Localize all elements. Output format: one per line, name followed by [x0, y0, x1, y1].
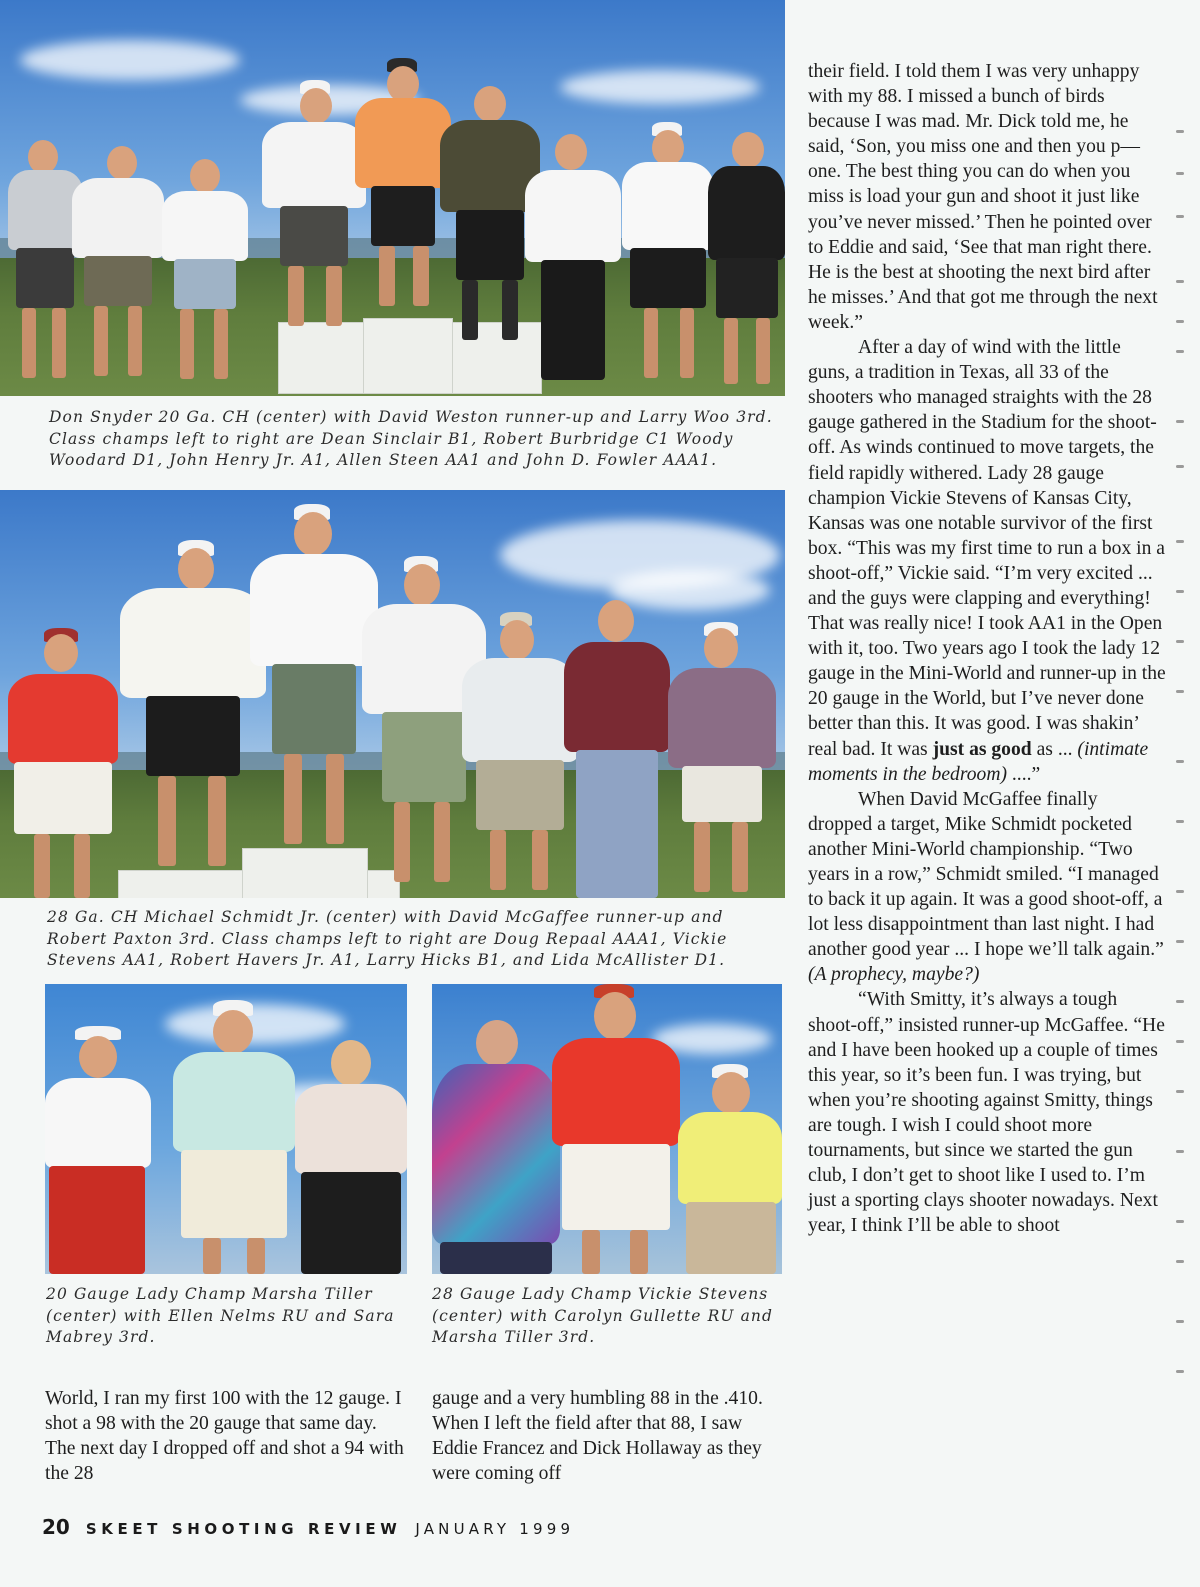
- page-edge-marks: [1172, 120, 1192, 1500]
- photo2-caption: 28 Ga. CH Michael Schmidt Jr. (center) with David McGaffee runner-up and Robert Paxton 3rd. Class champs left to right are Doug Repaal AAA1, Vickie Stevens AA1, Robert Havers Jr. A1, Larry Hicks B1, and Lida McAllister D1.: [47, 908, 728, 969]
- photo-20-gauge-winners: [0, 0, 785, 396]
- page-footer: [42, 1515, 574, 1539]
- magazine-title: SKEET SHOOTING REVIEW: [85, 1520, 402, 1538]
- paragraph-3: When David McGaffee finally dropped a target, Mike Schmidt pocketed another Mini-World championship. “Two years in a row,” Schmidt smiled. “I managed to back it up again. It was a good shoot-off, a lot less disappointment than last night. I had another good year ... I hope we’ll talk again.” (A prophecy, maybe?): [808, 788, 1164, 986]
- paragraph-1: their field. I told them I was very unhappy with my 88. I missed a bunch of birds because I was mad. Mr. Dick told me, he said, ‘Son, you miss one and then you p— one. The best thing you can do when you miss is load your gun and shoot it just like you’ve never missed.’ Then he pointed over to Eddie and said, ‘See that man right there. He is the best at shooting the next bird after he misses.’ And that got me through the next week.”: [808, 61, 1158, 333]
- right-column-text: [808, 59, 1166, 1238]
- photo1-caption: Don Snyder 20 Ga. CH (center) with David Weston runner-up and Larry Woo 3rd. Class champs left to right are Dean Sinclair B1, Robert Burbridge C1 Woody Woodard D1, John Henry Jr. A1, Allen Steen AA1 and John D. Fowler AAA1.: [49, 408, 773, 469]
- bottom-middle-column-text: gauge and a very humbling 88 in the .410. When I left the field after that 88, I saw Eddie Francez and Dick Hollaway as they were coming off: [432, 1388, 763, 1485]
- aside-text: (A prophecy, maybe?): [808, 964, 980, 986]
- issue-date: JANUARY 1999: [415, 1520, 575, 1538]
- page-number: 20: [42, 1515, 70, 1539]
- paragraph-2: After a day of wind with the little guns, a tradition in Texas, all 33 of the shooters who managed straights with the 28 gauge gathered in the Stadium for the shoot-off. As winds continued to move targets, the field rapidly withered. Lady 28 gauge champion Vickie Stevens of Kansas City, Kansas was one notable survivor of the first box. “This was my first time to run a box in a shoot-off,” Vickie said. “I’m very excited ... and the guys were clapping and everything! That was really nice! I took AA1 in the Open with it, too. Two years ago I took the lady 12 gauge in the Mini-World and runner-up in the 20 gauge in the World, but I’ve never done better than this. It was good. I was shakin’ real bad. It was just as good as ... (intimate moments in the bedroom) ....”: [808, 337, 1166, 785]
- photo3-caption: 20 Gauge Lady Champ Marsha Tiller (center) with Ellen Nelms RU and Sara Mabrey 3rd.: [46, 1285, 395, 1346]
- photo-28-gauge-winners: [0, 490, 785, 898]
- bottom-left-column-text: World, I ran my first 100 with the 12 gauge. I shot a 98 with the 20 gauge that same day. The next day I dropped off and shot a 94 with the 28: [45, 1388, 404, 1485]
- photo-28-gauge-lady-winners: [432, 984, 782, 1274]
- photo4-caption: 28 Gauge Lady Champ Vickie Stevens (center) with Carolyn Gullette RU and Marsha Tiller 3rd.: [432, 1285, 774, 1346]
- emphasis-text: just as good: [932, 738, 1032, 760]
- aside-text: (intimate moments in the bedroom): [808, 738, 1149, 785]
- paragraph-4: “With Smitty, it’s always a tough shoot-off,” insisted runner-up McGaffee. “He and I have been hooked up a couple of times this year, so it’s been fun. I was trying, but when you’re shooting against Smitty, things are tough. I wish I could shoot more tournaments, but since we started the gun club, I don’t get to shoot like I used to. I’m just a sporting clays shooter nowadays. Next year, I think I’ll be able to shoot: [808, 989, 1165, 1237]
- photo-20-gauge-lady-winners: [45, 984, 407, 1274]
